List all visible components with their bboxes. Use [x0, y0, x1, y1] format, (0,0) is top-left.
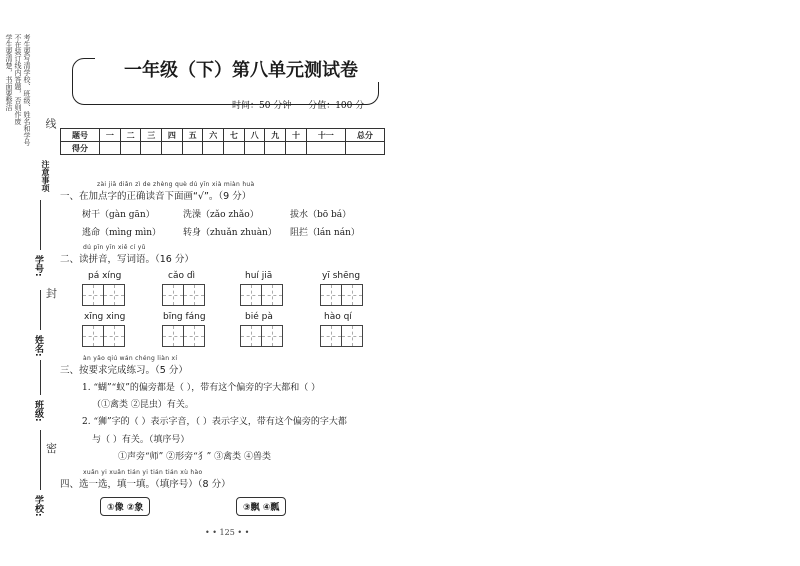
q4-option-box-1: ①像 ②象: [100, 497, 150, 516]
q3-title: 三、按要求完成练习。（5 分）: [60, 365, 188, 376]
notes-line-3: 学生要清楚，书面要整洁: [5, 34, 13, 111]
writing-box-pair[interactable]: [162, 325, 204, 347]
q2-pinyin: dú pīn yīn xiě cí yǔ: [83, 244, 146, 251]
score-cell[interactable]: [162, 142, 183, 155]
q1-item: 转身（zhuǎn zhuàn）: [183, 228, 277, 238]
score-cell[interactable]: [306, 142, 345, 155]
page-number: • • 125 • •: [205, 528, 250, 537]
xuexiao-line: [40, 430, 41, 490]
q4-option-box-2: ③飘 ④瓢: [236, 497, 286, 516]
q2-word-pinyin: bīng fáng: [163, 312, 206, 322]
score-col-3: 三: [141, 129, 162, 142]
writing-box-pair[interactable]: [162, 284, 204, 306]
page-title: 一年级（下）第八单元测试卷: [95, 56, 387, 82]
xian-char: 线: [44, 118, 57, 129]
xuehao-line: [40, 200, 41, 250]
q2-word-pinyin: xīng xing: [84, 312, 126, 322]
xuehao-label: 学号:: [33, 255, 43, 277]
total-score: 分值：100 分: [308, 101, 365, 111]
score-cell[interactable]: [203, 142, 224, 155]
q4-title: 四、选一选，填一填。（填序号）（8 分）: [60, 479, 231, 490]
q3-line-2: （①禽类 ②昆虫）有关。: [92, 400, 194, 410]
q2-word-pinyin: yī shēng: [322, 271, 361, 281]
notes-line-1: 考生要写清学校、班级、姓名和学号: [23, 34, 31, 146]
q2-word-pinyin: bié pà: [245, 312, 273, 322]
score-col-6: 六: [203, 129, 224, 142]
banji-line: [40, 360, 41, 395]
q1-pinyin: zài jiā diǎn zì de zhèng què dú yīn xià miàn huà: [97, 181, 255, 188]
exam-notes: [4, 34, 31, 146]
score-col-4: 四: [162, 129, 183, 142]
score-cell[interactable]: [244, 142, 265, 155]
writing-box-pair[interactable]: [240, 284, 282, 306]
score-col-7: 七: [224, 129, 245, 142]
score-col-label: 题号: [61, 129, 100, 142]
q2-word-pinyin: pá xíng: [88, 271, 122, 281]
q1-item: 逃命（mìng mìn）: [82, 228, 162, 238]
score-col-5: 五: [182, 129, 203, 142]
xingming-line: [40, 290, 41, 330]
exam-meta: [232, 98, 364, 111]
q2-word-pinyin: huí jiā: [245, 271, 273, 281]
writing-box-pair[interactable]: [320, 325, 362, 347]
score-table-header-row: [61, 129, 385, 142]
q1-item: 洗澡（zǎo zhǎo）: [183, 210, 259, 220]
score-cell[interactable]: [265, 142, 286, 155]
score-cell[interactable]: [100, 142, 121, 155]
q3-line-4: 与（ ）有关。（填序号）: [92, 435, 190, 445]
score-cell[interactable]: [224, 142, 245, 155]
score-cell[interactable]: [141, 142, 162, 155]
q2-word-pinyin: cǎo dì: [168, 271, 196, 281]
score-col-9: 九: [265, 129, 286, 142]
q3-line-1: 1. “蝴”“蚁”的偏旁都是（ ），带有这个偏旁的字大都和（ ）: [82, 383, 321, 393]
score-cell[interactable]: [345, 142, 384, 155]
writing-box-pair[interactable]: [320, 284, 362, 306]
q4-pinyin: xuǎn yi xuǎn tián yi tián tián xù hào: [83, 469, 203, 476]
score-col-total: 总分: [345, 129, 384, 142]
q2-word-pinyin: hào qí: [324, 312, 352, 322]
score-row-label: 得分: [61, 142, 100, 155]
writing-box-pair[interactable]: [82, 284, 124, 306]
score-col-10: 十: [286, 129, 307, 142]
writing-box-pair[interactable]: [240, 325, 282, 347]
q1-item: 树干（gàn gān）: [82, 210, 155, 220]
score-cell[interactable]: [182, 142, 203, 155]
q2-title: 二、读拼音，写词语。（16 分）: [60, 254, 194, 265]
mi-char: 密: [46, 442, 57, 455]
writing-box-pair[interactable]: [82, 325, 124, 347]
score-col-11: 十一: [306, 129, 345, 142]
q3-line-3: 2. “狮”字的（ ）表示字音，（ ）表示字义，带有这个偏旁的字大都: [82, 417, 347, 427]
notes-title: 注意事项: [41, 160, 50, 192]
q1-title: 一、在加点字的正确读音下面画“√”。（9 分）: [60, 191, 252, 202]
q3-pinyin: àn yāo qiú wán chéng liàn xí: [83, 355, 178, 362]
xuexiao-label: 学校:: [33, 495, 43, 517]
score-table-score-row: [61, 142, 385, 155]
notes-line-2: 不在装订线内答题，否则作废: [14, 34, 22, 125]
score-col-2: 二: [120, 129, 141, 142]
xingming-label: 姓名:: [33, 335, 43, 357]
banji-label: 班级:: [33, 400, 43, 422]
score-table: [60, 128, 385, 155]
score-col-8: 八: [244, 129, 265, 142]
score-cell[interactable]: [286, 142, 307, 155]
score-cell[interactable]: [120, 142, 141, 155]
score-col-1: 一: [100, 129, 121, 142]
q1-item: 阻拦（lán nán）: [290, 228, 360, 238]
feng-char: 封: [46, 287, 57, 300]
q3-line-5: ①声旁“师” ②形旁“犭” ③禽类 ④兽类: [118, 452, 271, 462]
time-limit: 时间：50 分钟: [232, 101, 292, 111]
q1-item: 拔水（bō bá）: [290, 210, 352, 220]
